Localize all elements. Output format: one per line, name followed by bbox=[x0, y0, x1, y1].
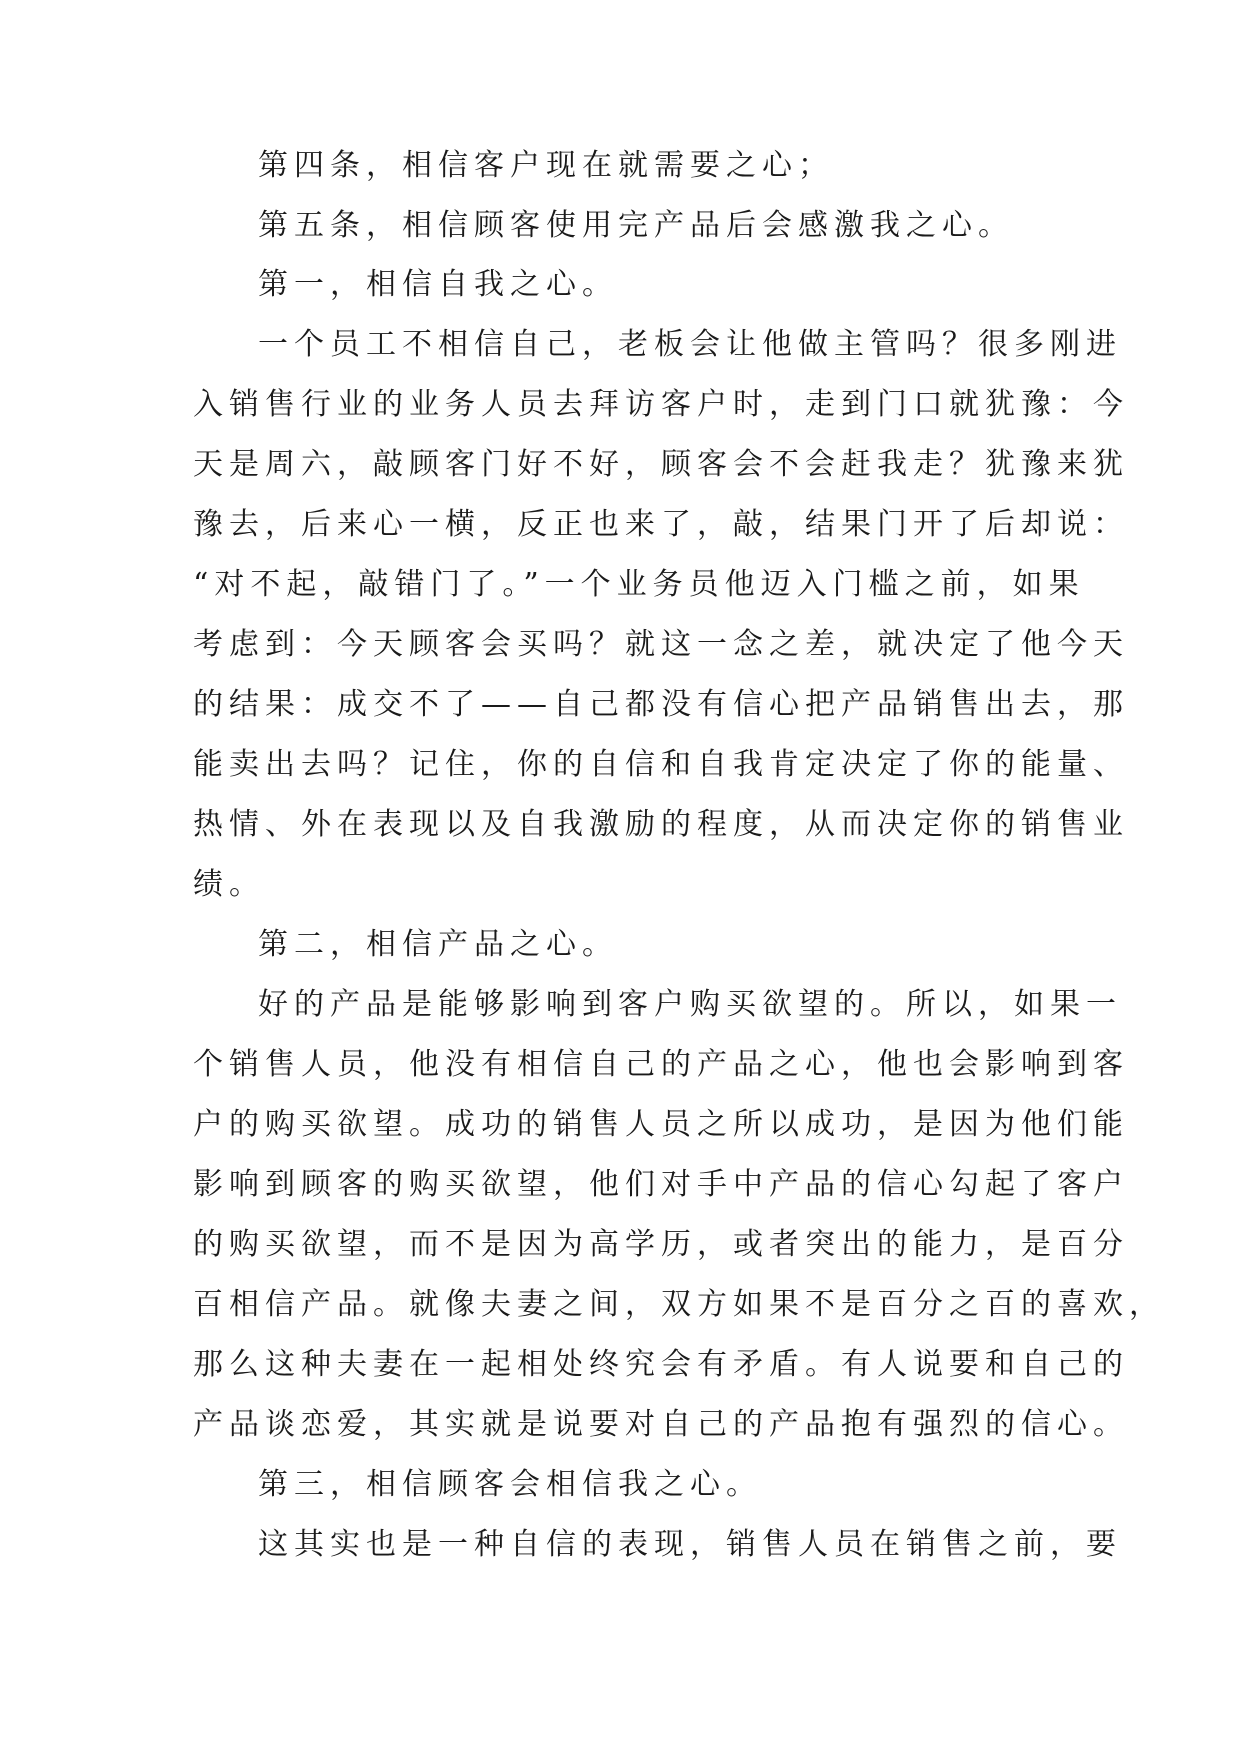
text-line: 豫去，后来心一横，反正也来了，敲，结果门开了后却说： bbox=[193, 507, 1129, 542]
text-line: 入销售行业的业务人员去拜访客户时，走到门口就犹豫：今 bbox=[193, 387, 1129, 422]
text-line: 百相信产品。就像夫妻之间，双方如果不是百分之百的喜欢， bbox=[193, 1287, 1165, 1322]
text-line: 户的购买欲望。成功的销售人员之所以成功，是因为他们能 bbox=[193, 1107, 1129, 1142]
text-line: 好的产品是能够影响到客户购买欲望的。所以，如果一 bbox=[258, 987, 1122, 1022]
text-line: 热情、外在表现以及自我激励的程度，从而决定你的销售业 bbox=[193, 807, 1129, 842]
text-line: 第五条，相信顾客使用完产品后会感激我之心。 bbox=[258, 208, 1014, 243]
text-line: 天是周六，敲顾客门好不好，顾客会不会赶我走？犹豫来犹 bbox=[193, 447, 1129, 482]
text-line: 考虑到：今天顾客会买吗？就这一念之差，就决定了他今天 bbox=[193, 627, 1129, 662]
text-line: 第四条，相信客户现在就需要之心； bbox=[258, 148, 834, 183]
text-line: 影响到顾客的购买欲望，他们对手中产品的信心勾起了客户 bbox=[193, 1167, 1129, 1202]
text-line: 个销售人员，他没有相信自己的产品之心，他也会影响到客 bbox=[193, 1047, 1129, 1082]
section-heading: 第三，相信顾客会相信我之心。 bbox=[258, 1467, 762, 1502]
text-line: 那么这种夫妻在一起相处终究会有矛盾。有人说要和自己的 bbox=[193, 1347, 1129, 1382]
section-heading: 第一，相信自我之心。 bbox=[258, 267, 618, 302]
text-line: 这其实也是一种自信的表现，销售人员在销售之前，要 bbox=[258, 1527, 1122, 1562]
section-heading: 第二，相信产品之心。 bbox=[258, 927, 618, 962]
text-line: 的结果：成交不了——自己都没有信心把产品销售出去，那 bbox=[193, 687, 1129, 722]
text-line: 绩。 bbox=[193, 867, 265, 902]
text-line: 能卖出去吗？记住，你的自信和自我肯定决定了你的能量、 bbox=[193, 747, 1129, 782]
text-line: 的购买欲望，而不是因为高学历，或者突出的能力，是百分 bbox=[193, 1227, 1129, 1262]
text-line: 产品谈恋爱，其实就是说要对自己的产品抱有强烈的信心。 bbox=[193, 1407, 1129, 1442]
text-line: “对不起，敲错门了。”一个业务员他迈入门槛之前，如果 bbox=[193, 567, 1085, 602]
text-line: 一个员工不相信自己，老板会让他做主管吗？很多刚进 bbox=[258, 327, 1122, 362]
